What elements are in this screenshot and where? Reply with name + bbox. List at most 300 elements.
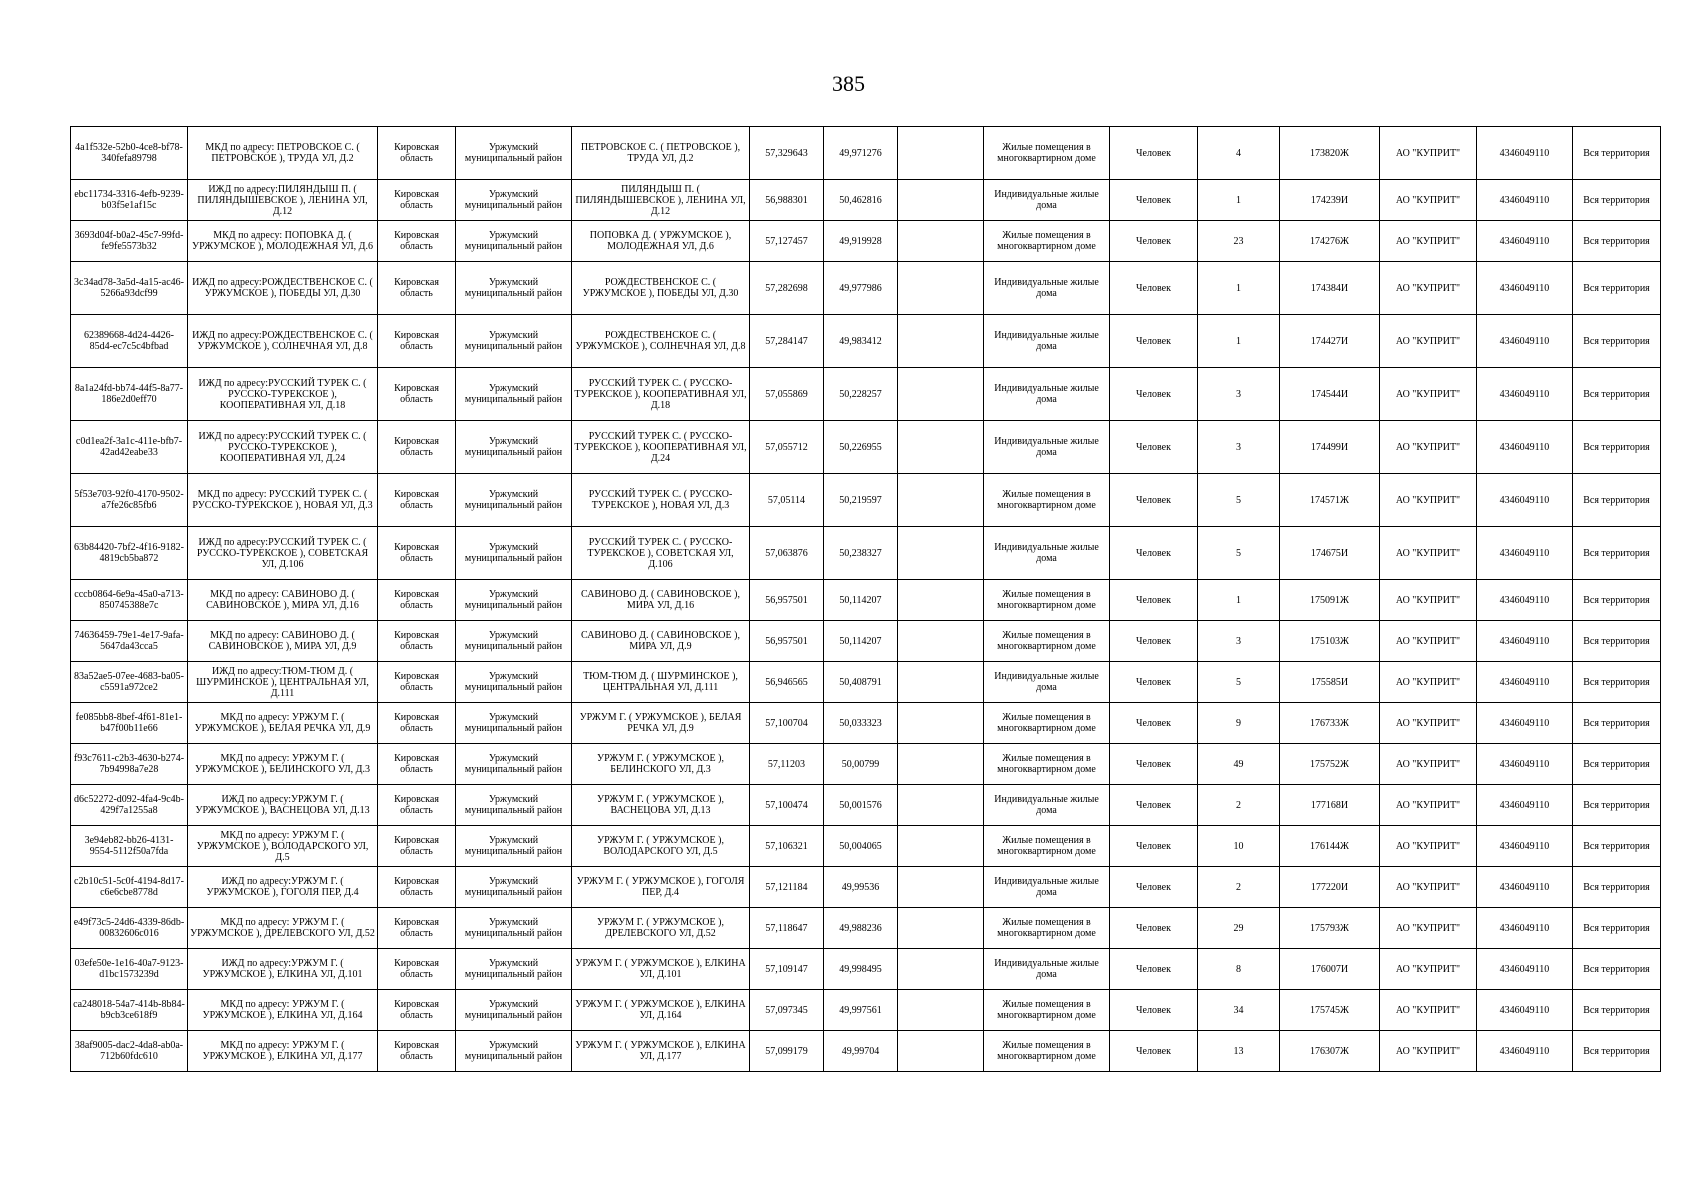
- district: Уржумский муниципальный район: [456, 368, 572, 421]
- count: 29: [1198, 908, 1280, 949]
- object-id: c0d1ea2f-3a1c-411e-bfb7-42ad42eabe33: [71, 421, 188, 474]
- longitude: 50,114207: [824, 621, 898, 662]
- territory: Вся территория: [1573, 315, 1661, 368]
- table-row: [71, 703, 1661, 744]
- inn: 4346049110: [1477, 315, 1573, 368]
- code: 174239И: [1280, 180, 1380, 221]
- address: УРЖУМ Г. ( УРЖУМСКОЕ ), ГОГОЛЯ ПЕР, Д.4: [572, 867, 750, 908]
- empty-cell: [898, 1031, 984, 1072]
- table-row: [71, 368, 1661, 421]
- territory: Вся территория: [1573, 180, 1661, 221]
- object-id: 63b84420-7bf2-4f16-9182-4819cb5ba872: [71, 527, 188, 580]
- district: Уржумский муниципальный район: [456, 180, 572, 221]
- territory: Вся территория: [1573, 474, 1661, 527]
- code: 174544И: [1280, 368, 1380, 421]
- region: Кировская область: [378, 221, 456, 262]
- territory: Вся территория: [1573, 368, 1661, 421]
- unit: Человек: [1110, 990, 1198, 1031]
- district: Уржумский муниципальный район: [456, 221, 572, 262]
- count: 34: [1198, 990, 1280, 1031]
- latitude: 57,282698: [750, 262, 824, 315]
- empty-cell: [898, 744, 984, 785]
- territory: Вся территория: [1573, 744, 1661, 785]
- latitude: 57,118647: [750, 908, 824, 949]
- object-id: 5f53e703-92f0-4170-9502-a7fe26c85fb6: [71, 474, 188, 527]
- region: Кировская область: [378, 785, 456, 826]
- object-description: МКД по адресу: УРЖУМ Г. ( УРЖУМСКОЕ ), ЕЛКИНА УЛ, Д.177: [188, 1031, 378, 1072]
- unit: Человек: [1110, 315, 1198, 368]
- object-id: fe085bb8-8bef-4f61-81e1-b47f00b11e66: [71, 703, 188, 744]
- latitude: 57,121184: [750, 867, 824, 908]
- operator: АО "КУПРИТ": [1380, 221, 1477, 262]
- object-description: МКД по адресу: УРЖУМ Г. ( УРЖУМСКОЕ ), БЕЛАЯ РЕЧКА УЛ, Д.9: [188, 703, 378, 744]
- inn: 4346049110: [1477, 621, 1573, 662]
- district: Уржумский муниципальный район: [456, 908, 572, 949]
- inn: 4346049110: [1477, 580, 1573, 621]
- empty-cell: [898, 527, 984, 580]
- unit: Человек: [1110, 949, 1198, 990]
- code: 175103Ж: [1280, 621, 1380, 662]
- count: 10: [1198, 826, 1280, 867]
- inn: 4346049110: [1477, 949, 1573, 990]
- operator: АО "КУПРИТ": [1380, 990, 1477, 1031]
- object-id: 03efe50e-1e16-40a7-9123-d1bc1573239d: [71, 949, 188, 990]
- latitude: 57,329643: [750, 127, 824, 180]
- object-description: ИЖД по адресу:РОЖДЕСТВЕНСКОЕ С. ( УРЖУМСКОЕ ), СОЛНЕЧНАЯ УЛ, Д.8: [188, 315, 378, 368]
- object-id: 3e94eb82-bb26-4131-9554-5112f50a7fda: [71, 826, 188, 867]
- registry-body: [71, 127, 1661, 1072]
- operator: АО "КУПРИТ": [1380, 421, 1477, 474]
- longitude: 50,462816: [824, 180, 898, 221]
- table-row: [71, 990, 1661, 1031]
- count: 1: [1198, 180, 1280, 221]
- category: Индивидуальные жилые дома: [984, 527, 1110, 580]
- longitude: 49,977986: [824, 262, 898, 315]
- empty-cell: [898, 580, 984, 621]
- empty-cell: [898, 368, 984, 421]
- object-id: 3693d04f-b0a2-45c7-99fd-fe9fe5573b32: [71, 221, 188, 262]
- unit: Человек: [1110, 527, 1198, 580]
- category: Индивидуальные жилые дома: [984, 262, 1110, 315]
- code: 176007И: [1280, 949, 1380, 990]
- page-number: 385: [832, 71, 865, 96]
- inn: 4346049110: [1477, 908, 1573, 949]
- category: Жилые помещения в многоквартирном доме: [984, 474, 1110, 527]
- object-description: ИЖД по адресу:РУССКИЙ ТУРЕК С. ( РУССКО-ТУРЕКСКОЕ ), СОВЕТСКАЯ УЛ, Д.106: [188, 527, 378, 580]
- region: Кировская область: [378, 315, 456, 368]
- address: ПИЛЯНДЫШ П. ( ПИЛЯНДЫШЕВСКОЕ ), ЛЕНИНА УЛ, Д.12: [572, 180, 750, 221]
- district: Уржумский муниципальный район: [456, 527, 572, 580]
- table-row: [71, 744, 1661, 785]
- object-description: ИЖД по адресу:УРЖУМ Г. ( УРЖУМСКОЕ ), ЕЛКИНА УЛ, Д.101: [188, 949, 378, 990]
- region: Кировская область: [378, 580, 456, 621]
- address: САВИНОВО Д. ( САВИНОВСКОЕ ), МИРА УЛ, Д.16: [572, 580, 750, 621]
- district: Уржумский муниципальный район: [456, 662, 572, 703]
- longitude: 50,001576: [824, 785, 898, 826]
- category: Индивидуальные жилые дома: [984, 421, 1110, 474]
- unit: Человек: [1110, 785, 1198, 826]
- code: 175745Ж: [1280, 990, 1380, 1031]
- table-row: [71, 180, 1661, 221]
- operator: АО "КУПРИТ": [1380, 744, 1477, 785]
- region: Кировская область: [378, 262, 456, 315]
- inn: 4346049110: [1477, 662, 1573, 703]
- category: Индивидуальные жилые дома: [984, 785, 1110, 826]
- table-row: [71, 221, 1661, 262]
- region: Кировская область: [378, 368, 456, 421]
- longitude: 50,219597: [824, 474, 898, 527]
- territory: Вся территория: [1573, 580, 1661, 621]
- table-row: [71, 662, 1661, 703]
- region: Кировская область: [378, 867, 456, 908]
- territory: Вся территория: [1573, 621, 1661, 662]
- unit: Человек: [1110, 180, 1198, 221]
- code: 175793Ж: [1280, 908, 1380, 949]
- empty-cell: [898, 949, 984, 990]
- count: 1: [1198, 262, 1280, 315]
- district: Уржумский муниципальный район: [456, 315, 572, 368]
- territory: Вся территория: [1573, 127, 1661, 180]
- unit: Человек: [1110, 826, 1198, 867]
- object-id: ebc11734-3316-4efb-9239-b03f5e1af15c: [71, 180, 188, 221]
- region: Кировская область: [378, 127, 456, 180]
- latitude: 57,100474: [750, 785, 824, 826]
- latitude: 57,05114: [750, 474, 824, 527]
- unit: Человек: [1110, 127, 1198, 180]
- table-row: [71, 785, 1661, 826]
- object-id: e49f73c5-24d6-4339-86db-00832606c016: [71, 908, 188, 949]
- table-row: [71, 1031, 1661, 1072]
- longitude: 50,226955: [824, 421, 898, 474]
- code: 175752Ж: [1280, 744, 1380, 785]
- longitude: 50,238327: [824, 527, 898, 580]
- operator: АО "КУПРИТ": [1380, 580, 1477, 621]
- operator: АО "КУПРИТ": [1380, 368, 1477, 421]
- address: ПЕТРОВСКОЕ С. ( ПЕТРОВСКОЕ ), ТРУДА УЛ, Д.2: [572, 127, 750, 180]
- inn: 4346049110: [1477, 368, 1573, 421]
- table-row: [71, 580, 1661, 621]
- address: САВИНОВО Д. ( САВИНОВСКОЕ ), МИРА УЛ, Д.9: [572, 621, 750, 662]
- district: Уржумский муниципальный район: [456, 785, 572, 826]
- table-row: [71, 262, 1661, 315]
- region: Кировская область: [378, 703, 456, 744]
- inn: 4346049110: [1477, 703, 1573, 744]
- longitude: 49,988236: [824, 908, 898, 949]
- operator: АО "КУПРИТ": [1380, 867, 1477, 908]
- code: 177220И: [1280, 867, 1380, 908]
- category: Жилые помещения в многоквартирном доме: [984, 1031, 1110, 1072]
- district: Уржумский муниципальный район: [456, 474, 572, 527]
- district: Уржумский муниципальный район: [456, 1031, 572, 1072]
- code: 174276Ж: [1280, 221, 1380, 262]
- object-id: 4a1f532e-52b0-4ce8-bf78-340fefa89798: [71, 127, 188, 180]
- territory: Вся территория: [1573, 785, 1661, 826]
- longitude: 50,004065: [824, 826, 898, 867]
- object-id: ca248018-54a7-414b-8b84-b9cb3ce618f9: [71, 990, 188, 1031]
- region: Кировская область: [378, 662, 456, 703]
- operator: АО "КУПРИТ": [1380, 180, 1477, 221]
- unit: Человек: [1110, 703, 1198, 744]
- table-row: [71, 826, 1661, 867]
- operator: АО "КУПРИТ": [1380, 127, 1477, 180]
- table-row: [71, 315, 1661, 368]
- operator: АО "КУПРИТ": [1380, 703, 1477, 744]
- code: 175091Ж: [1280, 580, 1380, 621]
- latitude: 56,957501: [750, 621, 824, 662]
- unit: Человек: [1110, 368, 1198, 421]
- count: 1: [1198, 315, 1280, 368]
- latitude: 57,11203: [750, 744, 824, 785]
- count: 2: [1198, 785, 1280, 826]
- category: Жилые помещения в многоквартирном доме: [984, 621, 1110, 662]
- inn: 4346049110: [1477, 527, 1573, 580]
- district: Уржумский муниципальный район: [456, 580, 572, 621]
- operator: АО "КУПРИТ": [1380, 527, 1477, 580]
- object-description: МКД по адресу: ПОПОВКА Д. ( УРЖУМСКОЕ ), МОЛОДЕЖНАЯ УЛ, Д.6: [188, 221, 378, 262]
- region: Кировская область: [378, 1031, 456, 1072]
- operator: АО "КУПРИТ": [1380, 262, 1477, 315]
- latitude: 57,127457: [750, 221, 824, 262]
- address: ТЮМ-ТЮМ Д. ( ШУРМИНСКОЕ ), ЦЕНТРАЛЬНАЯ УЛ, Д.111: [572, 662, 750, 703]
- object-id: 83a52ae5-07ee-4683-ba05-c5591a972ce2: [71, 662, 188, 703]
- object-id: cccb0864-6e9a-45a0-a713-850745388e7c: [71, 580, 188, 621]
- object-description: МКД по адресу: УРЖУМ Г. ( УРЖУМСКОЕ ), ДРЕЛЕВСКОГО УЛ, Д.52: [188, 908, 378, 949]
- object-description: МКД по адресу: САВИНОВО Д. ( САВИНОВСКОЕ ), МИРА УЛ, Д.9: [188, 621, 378, 662]
- longitude: 50,228257: [824, 368, 898, 421]
- category: Жилые помещения в многоквартирном доме: [984, 703, 1110, 744]
- latitude: 57,063876: [750, 527, 824, 580]
- table-row: [71, 527, 1661, 580]
- object-id: d6c52272-d092-4fa4-9c4b-429f7a1255a8: [71, 785, 188, 826]
- empty-cell: [898, 662, 984, 703]
- inn: 4346049110: [1477, 127, 1573, 180]
- inn: 4346049110: [1477, 1031, 1573, 1072]
- empty-cell: [898, 221, 984, 262]
- code: 173820Ж: [1280, 127, 1380, 180]
- empty-cell: [898, 180, 984, 221]
- unit: Человек: [1110, 744, 1198, 785]
- latitude: 57,109147: [750, 949, 824, 990]
- object-description: МКД по адресу: САВИНОВО Д. ( САВИНОВСКОЕ ), МИРА УЛ, Д.16: [188, 580, 378, 621]
- address: РУССКИЙ ТУРЕК С. ( РУССКО-ТУРЕКСКОЕ ), НОВАЯ УЛ, Д.3: [572, 474, 750, 527]
- district: Уржумский муниципальный район: [456, 990, 572, 1031]
- count: 49: [1198, 744, 1280, 785]
- count: 8: [1198, 949, 1280, 990]
- address: УРЖУМ Г. ( УРЖУМСКОЕ ), ЕЛКИНА УЛ, Д.177: [572, 1031, 750, 1072]
- region: Кировская область: [378, 949, 456, 990]
- count: 3: [1198, 368, 1280, 421]
- address: РУССКИЙ ТУРЕК С. ( РУССКО-ТУРЕКСКОЕ ), КООПЕРАТИВНАЯ УЛ, Д.24: [572, 421, 750, 474]
- operator: АО "КУПРИТ": [1380, 785, 1477, 826]
- code: 176733Ж: [1280, 703, 1380, 744]
- address: УРЖУМ Г. ( УРЖУМСКОЕ ), БЕЛИНСКОГО УЛ, Д.3: [572, 744, 750, 785]
- inn: 4346049110: [1477, 826, 1573, 867]
- address: РУССКИЙ ТУРЕК С. ( РУССКО-ТУРЕКСКОЕ ), КООПЕРАТИВНАЯ УЛ, Д.18: [572, 368, 750, 421]
- empty-cell: [898, 785, 984, 826]
- object-id: 74636459-79e1-4e17-9afa-5647da43cca5: [71, 621, 188, 662]
- object-description: ИЖД по адресу:РУССКИЙ ТУРЕК С. ( РУССКО-ТУРЕКСКОЕ ), КООПЕРАТИВНАЯ УЛ, Д.24: [188, 421, 378, 474]
- object-description: ИЖД по адресу:УРЖУМ Г. ( УРЖУМСКОЕ ), ВАСНЕЦОВА УЛ, Д.13: [188, 785, 378, 826]
- table-row: [71, 127, 1661, 180]
- region: Кировская область: [378, 621, 456, 662]
- territory: Вся территория: [1573, 908, 1661, 949]
- longitude: 49,998495: [824, 949, 898, 990]
- latitude: 57,097345: [750, 990, 824, 1031]
- code: 175585И: [1280, 662, 1380, 703]
- latitude: 57,055712: [750, 421, 824, 474]
- inn: 4346049110: [1477, 221, 1573, 262]
- inn: 4346049110: [1477, 180, 1573, 221]
- category: Индивидуальные жилые дома: [984, 867, 1110, 908]
- category: Жилые помещения в многоквартирном доме: [984, 221, 1110, 262]
- unit: Человек: [1110, 474, 1198, 527]
- territory: Вся территория: [1573, 421, 1661, 474]
- operator: АО "КУПРИТ": [1380, 826, 1477, 867]
- table-row: [71, 949, 1661, 990]
- category: Жилые помещения в многоквартирном доме: [984, 826, 1110, 867]
- territory: Вся территория: [1573, 662, 1661, 703]
- operator: АО "КУПРИТ": [1380, 662, 1477, 703]
- object-description: ИЖД по адресу:ПИЛЯНДЫШ П. ( ПИЛЯНДЫШЕВСКОЕ ), ЛЕНИНА УЛ, Д.12: [188, 180, 378, 221]
- object-description: МКД по адресу: ПЕТРОВСКОЕ С. ( ПЕТРОВСКОЕ ), ТРУДА УЛ, Д.2: [188, 127, 378, 180]
- object-id: 3c34ad78-3a5d-4a15-ac46-5266a93dcf99: [71, 262, 188, 315]
- district: Уржумский муниципальный район: [456, 262, 572, 315]
- latitude: 57,099179: [750, 1031, 824, 1072]
- object-description: МКД по адресу: РУССКИЙ ТУРЕК С. ( РУССКО-ТУРЕКСКОЕ ), НОВАЯ УЛ, Д.3: [188, 474, 378, 527]
- empty-cell: [898, 421, 984, 474]
- count: 4: [1198, 127, 1280, 180]
- latitude: 56,946565: [750, 662, 824, 703]
- category: Жилые помещения в многоквартирном доме: [984, 580, 1110, 621]
- district: Уржумский муниципальный район: [456, 826, 572, 867]
- object-description: МКД по адресу: УРЖУМ Г. ( УРЖУМСКОЕ ), ЕЛКИНА УЛ, Д.164: [188, 990, 378, 1031]
- latitude: 57,100704: [750, 703, 824, 744]
- region: Кировская область: [378, 527, 456, 580]
- empty-cell: [898, 826, 984, 867]
- empty-cell: [898, 127, 984, 180]
- latitude: 57,055869: [750, 368, 824, 421]
- object-description: МКД по адресу: УРЖУМ Г. ( УРЖУМСКОЕ ), БЕЛИНСКОГО УЛ, Д.3: [188, 744, 378, 785]
- longitude: 49,997561: [824, 990, 898, 1031]
- empty-cell: [898, 474, 984, 527]
- inn: 4346049110: [1477, 421, 1573, 474]
- longitude: 49,99536: [824, 867, 898, 908]
- count: 5: [1198, 474, 1280, 527]
- longitude: 50,114207: [824, 580, 898, 621]
- object-description: ИЖД по адресу:РОЖДЕСТВЕНСКОЕ С. ( УРЖУМСКОЕ ), ПОБЕДЫ УЛ, Д.30: [188, 262, 378, 315]
- district: Уржумский муниципальный район: [456, 621, 572, 662]
- operator: АО "КУПРИТ": [1380, 908, 1477, 949]
- district: Уржумский муниципальный район: [456, 744, 572, 785]
- address: УРЖУМ Г. ( УРЖУМСКОЕ ), ЕЛКИНА УЛ, Д.101: [572, 949, 750, 990]
- unit: Человек: [1110, 421, 1198, 474]
- object-id: f93c7611-c2b3-4630-b274-7b94998a7e28: [71, 744, 188, 785]
- inn: 4346049110: [1477, 262, 1573, 315]
- code: 174675И: [1280, 527, 1380, 580]
- object-id: 8a1a24fd-bb74-44f5-8a77-186e2d0eff70: [71, 368, 188, 421]
- territory: Вся территория: [1573, 867, 1661, 908]
- count: 13: [1198, 1031, 1280, 1072]
- object-id: 62389668-4d24-4426-85d4-ec7c5c4bfbad: [71, 315, 188, 368]
- category: Жилые помещения в многоквартирном доме: [984, 744, 1110, 785]
- territory: Вся территория: [1573, 262, 1661, 315]
- region: Кировская область: [378, 990, 456, 1031]
- longitude: 49,983412: [824, 315, 898, 368]
- operator: АО "КУПРИТ": [1380, 949, 1477, 990]
- count: 9: [1198, 703, 1280, 744]
- count: 3: [1198, 621, 1280, 662]
- count: 3: [1198, 421, 1280, 474]
- category: Индивидуальные жилые дома: [984, 368, 1110, 421]
- district: Уржумский муниципальный район: [456, 949, 572, 990]
- empty-cell: [898, 262, 984, 315]
- operator: АО "КУПРИТ": [1380, 621, 1477, 662]
- category: Индивидуальные жилые дома: [984, 180, 1110, 221]
- operator: АО "КУПРИТ": [1380, 1031, 1477, 1072]
- object-description: МКД по адресу: УРЖУМ Г. ( УРЖУМСКОЕ ), ВОЛОДАРСКОГО УЛ, Д.5: [188, 826, 378, 867]
- unit: Человек: [1110, 662, 1198, 703]
- unit: Человек: [1110, 262, 1198, 315]
- unit: Человек: [1110, 621, 1198, 662]
- longitude: 50,00799: [824, 744, 898, 785]
- address: РОЖДЕСТВЕНСКОЕ С. ( УРЖУМСКОЕ ), ПОБЕДЫ УЛ, Д.30: [572, 262, 750, 315]
- table-row: [71, 867, 1661, 908]
- region: Кировская область: [378, 908, 456, 949]
- address: РУССКИЙ ТУРЕК С. ( РУССКО-ТУРЕКСКОЕ ), СОВЕТСКАЯ УЛ, Д.106: [572, 527, 750, 580]
- region: Кировская область: [378, 826, 456, 867]
- empty-cell: [898, 990, 984, 1031]
- code: 176307Ж: [1280, 1031, 1380, 1072]
- inn: 4346049110: [1477, 744, 1573, 785]
- count: 2: [1198, 867, 1280, 908]
- inn: 4346049110: [1477, 785, 1573, 826]
- count: 5: [1198, 662, 1280, 703]
- address: РОЖДЕСТВЕНСКОЕ С. ( УРЖУМСКОЕ ), СОЛНЕЧНАЯ УЛ, Д.8: [572, 315, 750, 368]
- count: 1: [1198, 580, 1280, 621]
- unit: Человек: [1110, 1031, 1198, 1072]
- address: УРЖУМ Г. ( УРЖУМСКОЕ ), ДРЕЛЕВСКОГО УЛ, Д.52: [572, 908, 750, 949]
- inn: 4346049110: [1477, 990, 1573, 1031]
- territory: Вся территория: [1573, 826, 1661, 867]
- inn: 4346049110: [1477, 867, 1573, 908]
- longitude: 50,033323: [824, 703, 898, 744]
- category: Жилые помещения в многоквартирном доме: [984, 908, 1110, 949]
- operator: АО "КУПРИТ": [1380, 474, 1477, 527]
- table-row: [71, 421, 1661, 474]
- category: Жилые помещения в многоквартирном доме: [984, 127, 1110, 180]
- unit: Человек: [1110, 867, 1198, 908]
- longitude: 49,971276: [824, 127, 898, 180]
- territory: Вся территория: [1573, 527, 1661, 580]
- table-row: [71, 474, 1661, 527]
- district: Уржумский муниципальный район: [456, 867, 572, 908]
- count: 5: [1198, 527, 1280, 580]
- longitude: 50,408791: [824, 662, 898, 703]
- empty-cell: [898, 867, 984, 908]
- latitude: 57,106321: [750, 826, 824, 867]
- registry-table: [70, 126, 1661, 1072]
- address: УРЖУМ Г. ( УРЖУМСКОЕ ), ВОЛОДАРСКОГО УЛ, Д.5: [572, 826, 750, 867]
- district: Уржумский муниципальный район: [456, 127, 572, 180]
- empty-cell: [898, 621, 984, 662]
- territory: Вся территория: [1573, 949, 1661, 990]
- code: 174384И: [1280, 262, 1380, 315]
- category: Индивидуальные жилые дома: [984, 662, 1110, 703]
- object-description: ИЖД по адресу:УРЖУМ Г. ( УРЖУМСКОЕ ), ГОГОЛЯ ПЕР, Д.4: [188, 867, 378, 908]
- count: 23: [1198, 221, 1280, 262]
- territory: Вся территория: [1573, 990, 1661, 1031]
- operator: АО "КУПРИТ": [1380, 315, 1477, 368]
